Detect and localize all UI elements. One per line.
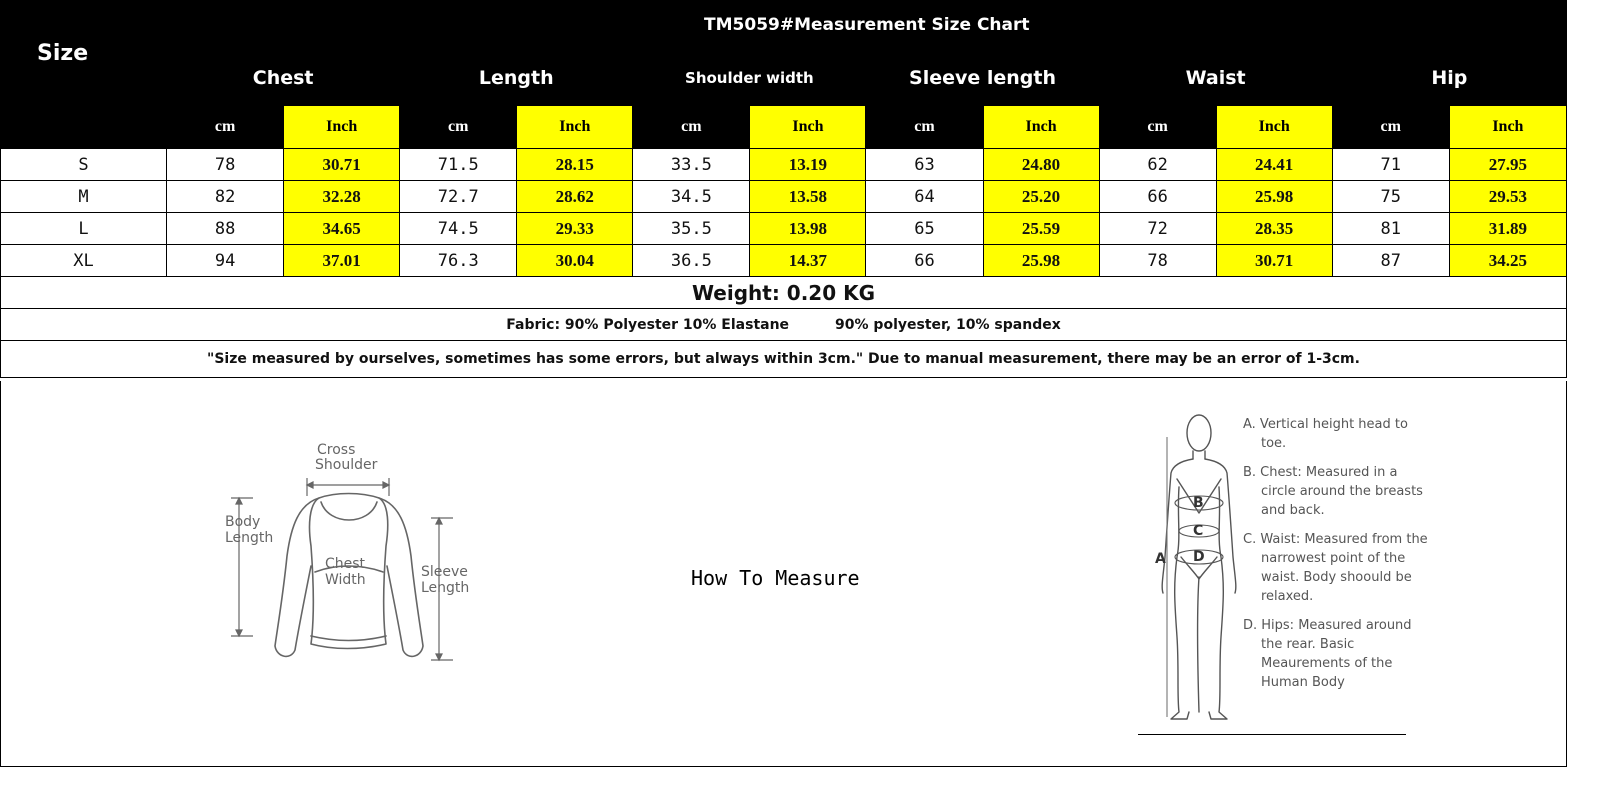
- how-to-measure-heading: How To Measure: [691, 566, 860, 590]
- legend-item-d: D. Hips: Measured around the rear. Basic Meaurements of the Human Body: [1243, 618, 1412, 690]
- value-inch: 25.59: [983, 213, 1099, 245]
- unit-inch: Inch: [284, 106, 400, 149]
- value-inch: 37.01: [284, 245, 400, 277]
- size-header: Size: [1, 1, 167, 106]
- unit-cm: cm: [167, 106, 284, 149]
- value-cm: 82: [167, 181, 284, 213]
- value-cm: 81: [1332, 213, 1449, 245]
- legend-item-b: B. Chest: Measured in a circle around the breasts and back.: [1243, 465, 1423, 518]
- value-cm: 88: [167, 213, 284, 245]
- fabric-info: [1, 309, 1567, 341]
- table-row: [1, 245, 1567, 277]
- label-chest-width: Width: [325, 572, 366, 588]
- value-inch: 14.37: [750, 245, 866, 277]
- value-inch: 13.98: [750, 213, 866, 245]
- value-inch: 30.71: [284, 149, 400, 181]
- value-cm: 78: [167, 149, 284, 181]
- value-cm: 33.5: [633, 149, 750, 181]
- value-inch: 24.41: [1216, 149, 1332, 181]
- body-letter-b: B: [1193, 495, 1204, 511]
- value-cm: 65: [866, 213, 983, 245]
- size-label: L: [1, 213, 167, 245]
- value-cm: 94: [167, 245, 284, 277]
- unit-inch: Inch: [1216, 106, 1332, 149]
- weight-info: Weight: 0.20 KG: [1, 277, 1567, 309]
- value-inch: 32.28: [284, 181, 400, 213]
- measurement-note: "Size measured by ourselves, sometimes has some errors, but always within 3cm." Due to manual measurement, there may be an error of 1-3cm.: [1, 341, 1567, 378]
- value-inch: 34.65: [284, 213, 400, 245]
- table-row: [1, 149, 1567, 181]
- value-inch: 25.98: [1216, 181, 1332, 213]
- value-cm: 62: [1099, 149, 1216, 181]
- fabric-text: Fabric: 90% Polyester 10% Elastane: [506, 316, 790, 333]
- value-cm: 35.5: [633, 213, 750, 245]
- value-inch: 25.20: [983, 181, 1099, 213]
- size-rows: [1, 149, 1567, 277]
- label-body: Body: [225, 514, 261, 530]
- size-chart-table: [0, 0, 1567, 378]
- value-cm: 64: [866, 181, 983, 213]
- value-cm: 78: [1099, 245, 1216, 277]
- value-inch: 30.71: [1216, 245, 1332, 277]
- value-cm: 72.7: [400, 181, 517, 213]
- value-inch: 29.33: [517, 213, 633, 245]
- value-inch: 28.15: [517, 149, 633, 181]
- value-inch: 28.35: [1216, 213, 1332, 245]
- size-label: S: [1, 149, 167, 181]
- label-sleeve: Sleeve: [421, 564, 468, 580]
- value-cm: 72: [1099, 213, 1216, 245]
- legend-underline: [1138, 734, 1406, 735]
- label-shoulder: Shoulder: [315, 457, 378, 473]
- size-label: XL: [1, 245, 167, 277]
- how-to-measure-panel: [0, 381, 1567, 767]
- value-cm: 34.5: [633, 181, 750, 213]
- value-inch: 30.04: [517, 245, 633, 277]
- value-inch: 13.19: [750, 149, 866, 181]
- value-cm: 66: [866, 245, 983, 277]
- unit-cm: cm: [1099, 106, 1216, 149]
- unit-inch: Inch: [1449, 106, 1566, 149]
- value-inch: 13.58: [750, 181, 866, 213]
- table-row: [1, 181, 1567, 213]
- label-body-length: Length: [225, 530, 274, 546]
- value-cm: 71.5: [400, 149, 517, 181]
- chart-title: TM5059#Measurement Size Chart: [167, 1, 1567, 50]
- value-cm: 74.5: [400, 213, 517, 245]
- col-header-chest: Chest: [167, 50, 400, 106]
- col-header-sleeve-length: Sleeve length: [866, 50, 1099, 106]
- legend-item-c: C. Waist: Measured from the narrowest point of the waist. Body shoould be relaxed.: [1243, 532, 1428, 604]
- value-inch: 24.80: [983, 149, 1099, 181]
- unit-cm: cm: [633, 106, 750, 149]
- value-cm: 76.3: [400, 245, 517, 277]
- col-header-length: Length: [400, 50, 633, 106]
- value-inch: 25.98: [983, 245, 1099, 277]
- value-inch: 34.25: [1449, 245, 1566, 277]
- unit-cm: cm: [400, 106, 517, 149]
- body-letter-c: C: [1193, 523, 1204, 539]
- label-sleeve-length: Length: [421, 580, 470, 596]
- legend-item-a: A. Vertical height head to toe.: [1243, 417, 1408, 451]
- body-measure-legend: [1243, 415, 1433, 702]
- value-cm: 36.5: [633, 245, 750, 277]
- fabric-alt-text: 90% polyester, 10% spandex: [835, 316, 1061, 333]
- value-cm: 75: [1332, 181, 1449, 213]
- col-header-hip: Hip: [1332, 50, 1566, 106]
- unit-inch: Inch: [750, 106, 866, 149]
- size-label: M: [1, 181, 167, 213]
- table-row: [1, 213, 1567, 245]
- value-inch: 31.89: [1449, 213, 1566, 245]
- unit-inch: Inch: [517, 106, 633, 149]
- label-cross: Cross: [317, 442, 356, 458]
- col-header-waist: Waist: [1099, 50, 1332, 106]
- value-inch: 29.53: [1449, 181, 1566, 213]
- value-cm: 63: [866, 149, 983, 181]
- unit-inch: Inch: [983, 106, 1099, 149]
- label-chest: Chest: [325, 556, 366, 572]
- body-letter-d: D: [1193, 549, 1205, 565]
- value-cm: 87: [1332, 245, 1449, 277]
- value-cm: 66: [1099, 181, 1216, 213]
- value-inch: 27.95: [1449, 149, 1566, 181]
- value-cm: 71: [1332, 149, 1449, 181]
- unit-cm: cm: [1332, 106, 1449, 149]
- col-header-shoulder-width: Shoulder width: [633, 50, 866, 106]
- body-letter-a: A: [1155, 551, 1166, 567]
- unit-spacer: [1, 106, 167, 149]
- value-inch: 28.62: [517, 181, 633, 213]
- garment-diagram: [211, 436, 491, 676]
- unit-cm: cm: [866, 106, 983, 149]
